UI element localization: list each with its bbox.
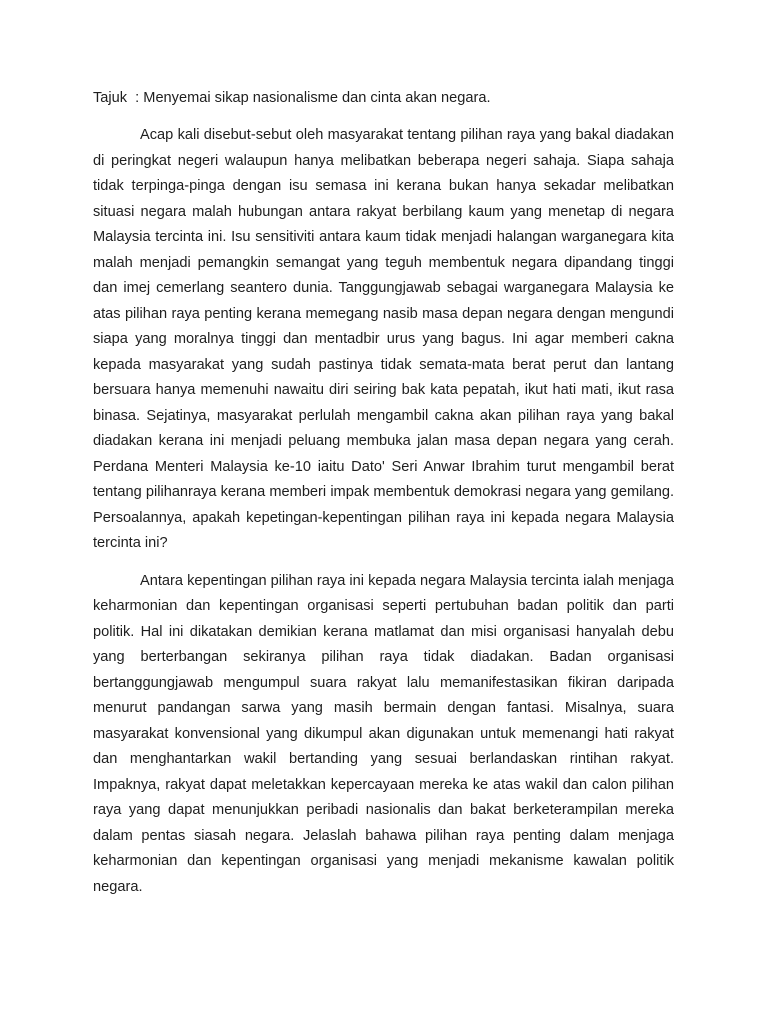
- document-body: [93, 86, 674, 912]
- paragraph-point-one: Antara kepentingan pilihan raya ini kepada negara Malaysia tercinta ialah menjaga keharmonian dan kepentingan organisasi seperti pertubuhan badan politik dan parti politik. Hal ini dikatakan demikian kerana matlamat dan misi organisasi hanyalah debu yang berterbangan sekiranya pilihan raya tidak diadakan. Badan organisasi bertanggungjawab mengumpul suara rakyat lalu memanifestasikan fikiran daripada menurut pandangan sarwa yang masih bermain dengan fantasi. Misalnya, suara masyarakat konvensional yang dikumpul akan digunakan untuk memenangi hati rakyat dan menghantarkan wakil bertanding yang sesuai berlandaskan rintihan rakyat. Impaknya, rakyat dapat meletakkan kepercayaan mereka ke atas wakil dan calon pilihan raya yang dapat menunjukkan peribadi nasionalis dan bakat berketerampilan mereka dalam pentas siasah negara. Jelaslah bahawa pilihan raya penting dalam menjaga keharmonian dan kepentingan organisasi yang menjadi mekanisme kawalan politik negara.: [93, 572, 674, 895]
- document-title: Tajuk : Menyemai sikap nasionalisme dan cinta akan negara.: [93, 90, 491, 106]
- paragraph-intro: Acap kali disebut-sebut oleh masyarakat tentang pilihan raya yang bakal diadakan di peringkat negeri walaupun hanya melibatkan beberapa negeri sahaja. Siapa sahaja tidak terpinga-pinga dengan isu semasa ini kerana bukan hanya sekadar melibatkan situasi negara malah hubungan antara rakyat berbilang kaum yang menetap di negara Malaysia tercinta ini. Isu sensitiviti antara kaum tidak menjadi halangan warganegara kita malah menjadi pemangkin semangat yang teguh membentuk negara dipandang tinggi dan imej cemerlang seantero dunia. Tanggungjawab sebagai warganegara Malaysia ke atas pilihan raya penting kerana memegang nasib masa depan negara dengan mengundi siapa yang moralnya tinggi dan mentadbir urus yang bagus. Ini agar memberi cakna kepada masyarakat yang sudah pastinya tidak semata-mata berat perut dan lantang bersuara hanya memenuhi nawaitu diri seiring bak kata pepatah, ikut hati mati, ikut rasa binasa. Sejatinya, masyarakat perlulah mengambil cakna akan pilihan raya yang bakal diadakan kerana ini menjadi peluang membuka jalan masa depan negara yang cerah. Perdana Menteri Malaysia ke-10 iaitu Dato' Seri Anwar Ibrahim turut mengambil berat tentang pilihanraya kerana memberi impak membentuk demokrasi negara yang gemilang. Persoalannya, apakah kepetingan-kepentingan pilihan raya ini kepada negara Malaysia tercinta ini?: [93, 127, 674, 551]
